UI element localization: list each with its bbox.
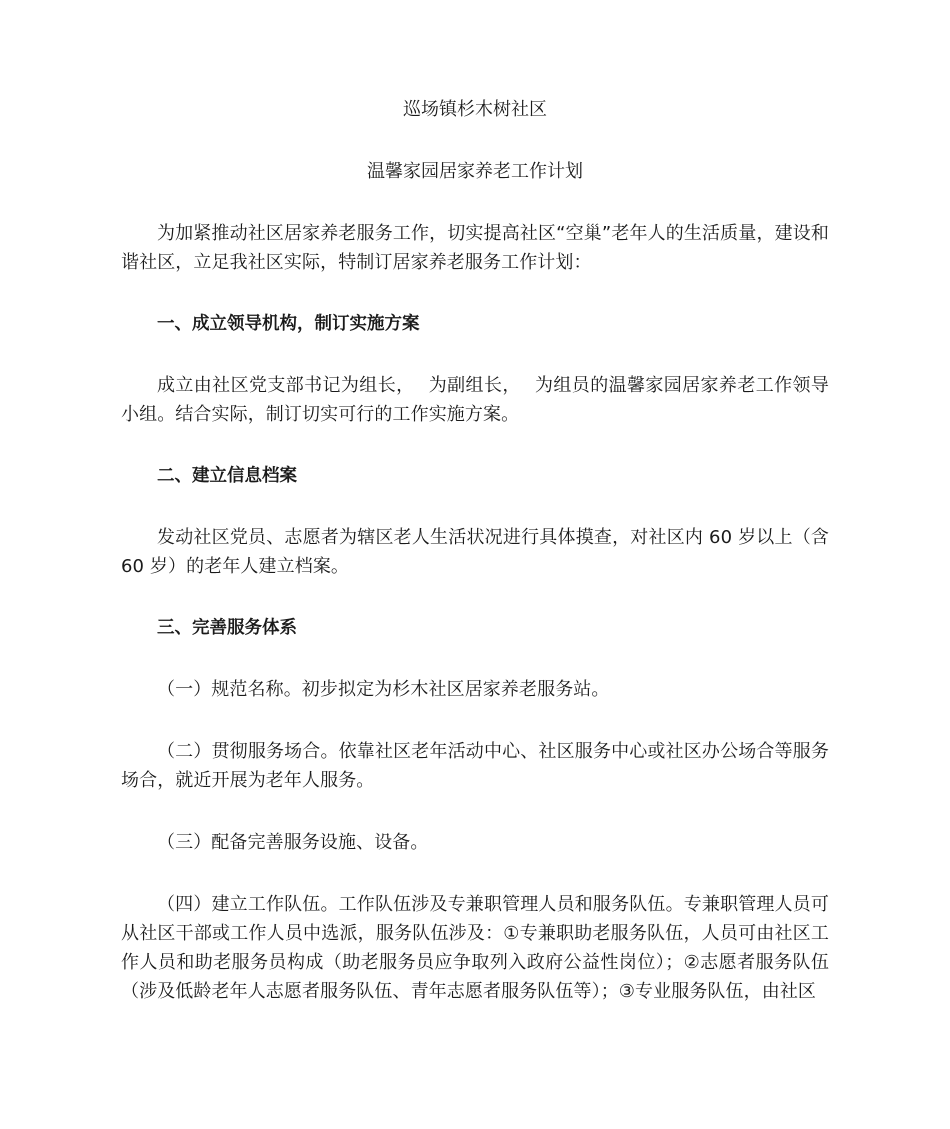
document-title-line2: 温馨家园居家养老工作计划 <box>367 161 583 182</box>
section3-item4: （四）建立工作队伍。工作队伍涉及专兼职管理人员和服务队伍。专兼职管理人员可从社区干部或工作人员中选派，服务队伍涉及：①专兼职助老服务队伍，人员可由社区工作人员和助老服务员构成（助老服务员应争取列入政府公益性岗位）；②志愿者服务队伍（涉及低龄老年人志愿者服务队伍、青年志愿者服务队伍等）；③专业服务队伍，由社区 <box>121 894 829 1002</box>
section2-paragraph: 发动社区党员、志愿者为辖区老人生活状况进行具体摸查，对社区内 60 岁以上（含 60 岁）的老年人建立档案。 <box>121 527 829 577</box>
section3-item3: （三）配备完善服务设施、设备。 <box>157 832 429 853</box>
section1-text-b: 为副组长， <box>428 375 521 396</box>
section1-text-a: 成立由社区党支部书记为组长， <box>157 375 415 396</box>
section3-item2: （二）贯彻服务场合。依靠社区老年活动中心、社区服务中心或社区办公场合等服务场合，就近开展为老年人服务。 <box>121 741 829 791</box>
document-title-line1: 巡场镇杉木树社区 <box>403 99 547 120</box>
intro-paragraph: 为加紧推动社区居家养老服务工作，切实提高社区“空巢”老年人的生活质量，建设和谐社区，立足我社区实际，特制订居家养老服务工作计划： <box>121 223 829 273</box>
section3-item1: （一）规范名称。初步拟定为杉木社区居家养老服务站。 <box>157 679 610 700</box>
section3-heading: 三、完善服务体系 <box>157 618 297 638</box>
section1-heading: 一、成立领导机构，制订实施方案 <box>157 314 420 334</box>
section1-paragraph <box>121 371 829 429</box>
section2-heading: 二、建立信息档案 <box>157 466 297 486</box>
section1-text-c: 为组员的温馨家园居家养老工作领导小组。结合实际，制订切实可行的工作实施方案。 <box>121 375 829 425</box>
